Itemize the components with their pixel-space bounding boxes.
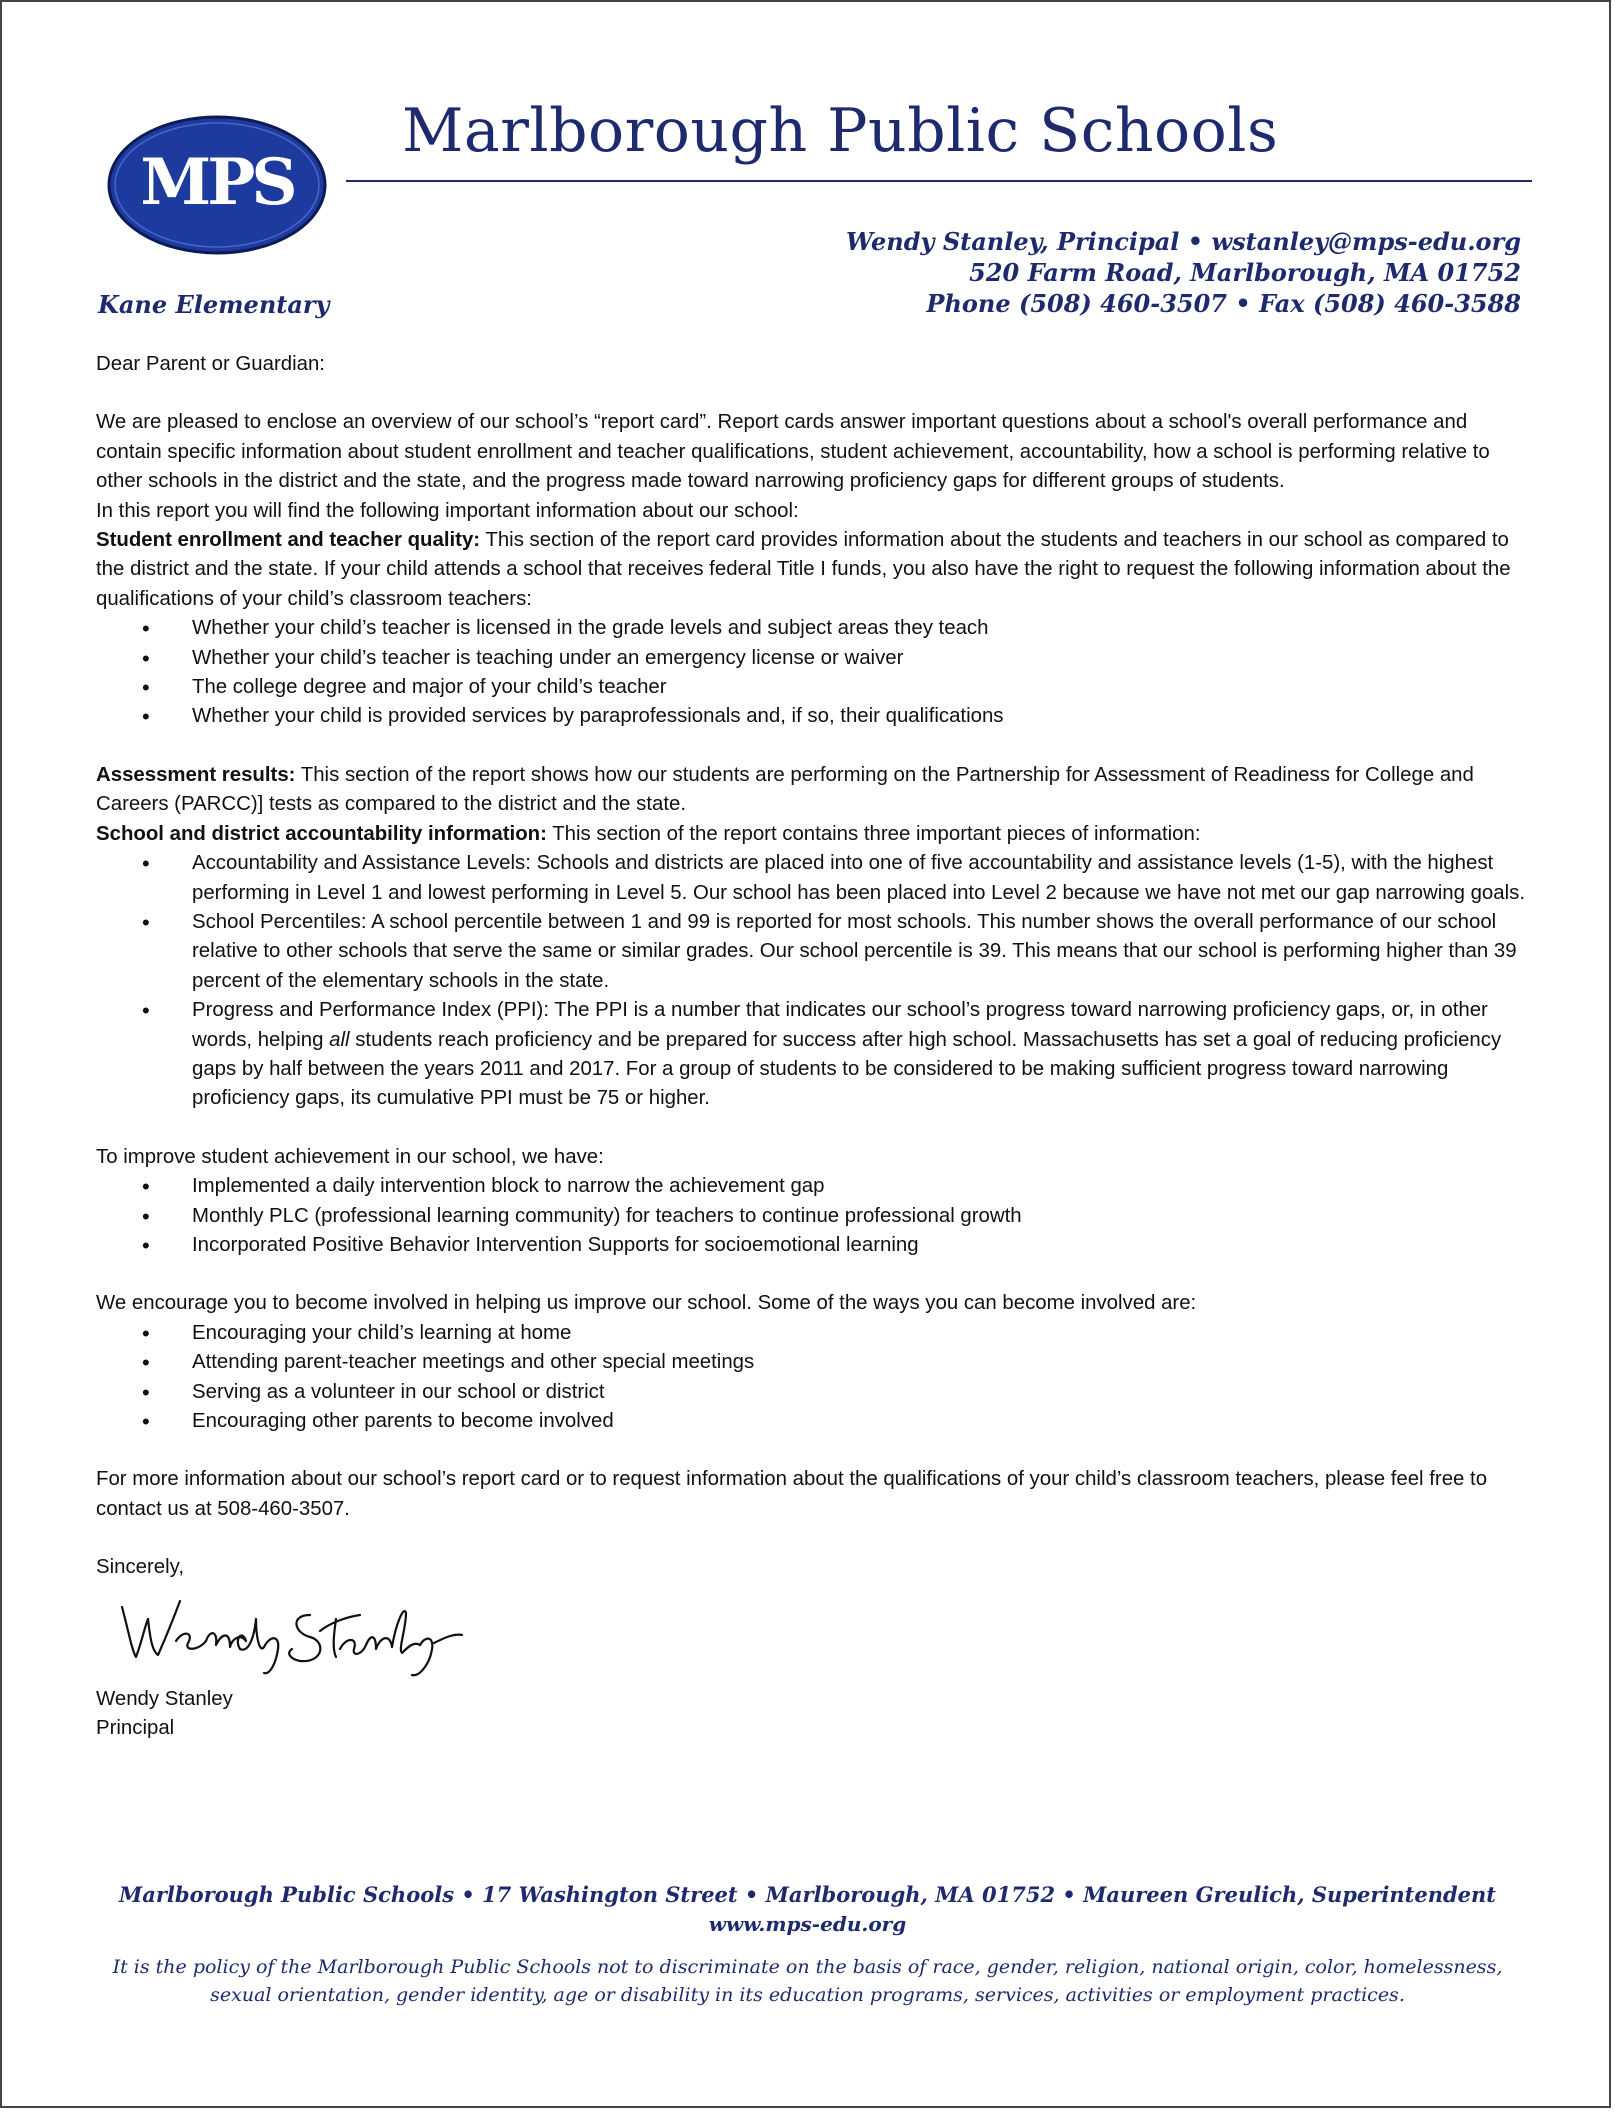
intro-paragraph: We are pleased to enclose an overview of our school’s “report card”. Report cards answer important questions about a school's overall performance and contain specific information about student enrollment and teacher qualifications, student achievement, accountability, how a school is performing relative to other schools in the district and the state, and the progress made toward narrowing proficiency gaps for different groups of students. bbox=[96, 411, 1490, 493]
enrollment-text: This section of the report card provides information about the students and teachers in our school as compared to the district and the state. If your child attends a school that receives federal Title I funds, you also have the right to request the following information about the qualifications of your child’s classroom teachers: bbox=[96, 529, 1511, 610]
list-item: • Implemented a daily intervention block to narrow the achievement gap bbox=[96, 1172, 1528, 1201]
contact-principal-email: Wendy Stanley, Principal • wstanley@mps-edu.org bbox=[846, 227, 1521, 256]
list-item: • Accountability and Assistance Levels: Schools and districts are placed into one of five accountability and assistance levels (1-5), with the highest performing in Level 1 and lowest performing in Level 5. Our school has been placed into Level 2 because we have not met our gap narrowing goals. bbox=[96, 849, 1528, 908]
accountability-list bbox=[96, 849, 1528, 1114]
list-item: • Attending parent-teacher meetings and other special meetings bbox=[96, 1348, 1528, 1377]
mps-logo bbox=[106, 114, 328, 256]
list-item: • Whether your child is provided services by paraprofessionals and, if so, their qualifications bbox=[96, 702, 1528, 731]
footer-district-line: Marlborough Public Schools • 17 Washington Street • Marlborough, MA 01752 • Maureen Greulich, Superintendent bbox=[119, 1882, 1496, 1907]
assessment-section bbox=[96, 761, 1528, 820]
list-item: • Encouraging other parents to become involved bbox=[96, 1407, 1528, 1436]
list-item: • School Percentiles: A school percentile between 1 and 99 is reported for most schools. This number shows the overall performance of our school relative to other schools that serve the same or similar grades. Our school percentile is 39. This means that our school is performing higher than 39 percent of the elementary schools in the state. bbox=[96, 908, 1528, 996]
accountability-section bbox=[96, 820, 1528, 849]
principal-contact bbox=[846, 226, 1521, 319]
list-item: • Whether your child’s teacher is teaching under an emergency license or waiver bbox=[96, 644, 1528, 673]
list-item: • Incorporated Positive Behavior Intervention Supports for socioemotional learning bbox=[96, 1231, 1528, 1260]
improve-intro: To improve student achievement in our school, we have: bbox=[96, 1145, 604, 1168]
list-item: • Progress and Performance Index (PPI): The PPI is a number that indicates our school’s progress toward narrowing proficiency gaps, or, in other words, helping all students reach proficiency and be prepared for success after high school. Massachusetts has set a goal of reducing proficiency gaps by half between the years 2011 and 2017. For a group of students to be considered to be making sufficient progress toward narrowing proficiency gaps, its cumulative PPI must be 75 or higher. bbox=[96, 996, 1528, 1114]
svg-text:MPS: MPS bbox=[140, 145, 294, 220]
intro-lead: In this report you will find the following important information about our school: bbox=[96, 499, 799, 522]
emphasis-all: all bbox=[329, 1028, 350, 1051]
enrollment-section bbox=[96, 526, 1528, 614]
valediction: Sincerely, bbox=[96, 1556, 185, 1579]
enrollment-heading: Student enrollment and teacher quality: bbox=[96, 529, 481, 552]
assessment-text: This section of the report shows how our students are performing on the Partnership for Assessment of Readiness for College and Careers (PARCC)] tests as compared to the district and the state. bbox=[96, 763, 1474, 816]
handwritten-signature bbox=[114, 1589, 474, 1685]
teacher-qualification-list bbox=[96, 614, 1528, 732]
assessment-heading: Assessment results: bbox=[96, 763, 296, 786]
signer-title: Principal bbox=[96, 1717, 175, 1740]
accountability-heading: School and district accountability information: bbox=[96, 822, 547, 845]
nondiscrimination-policy: It is the policy of the Marlborough Public Schools not to discriminate on the basis of race, gender, religion, national origin, color, homelessness, sexual orientation, gender identity, age or disability in its education programs, services, activities or employment practices. bbox=[112, 1956, 1503, 2006]
list-item: • Whether your child’s teacher is licensed in the grade levels and subject areas they teach bbox=[96, 614, 1528, 643]
footer-website: www.mps-edu.org bbox=[708, 1912, 907, 1936]
list-item: • Encouraging your child’s learning at home bbox=[96, 1319, 1528, 1348]
letter-body bbox=[96, 350, 1528, 1743]
involvement-list bbox=[96, 1319, 1528, 1437]
salutation: Dear Parent or Guardian: bbox=[96, 353, 325, 375]
contact-phone-fax: Phone (508) 460-3507 • Fax (508) 460-3588 bbox=[926, 289, 1521, 318]
contact-info-paragraph: For more information about our school’s report card or to request information about the qualifications of your child’s classroom teachers, please feel free to contact us at 508-460-3507. bbox=[96, 1468, 1488, 1520]
list-item: • Monthly PLC (professional learning community) for teachers to continue professional growth bbox=[96, 1202, 1528, 1231]
org-name: Marlborough Public Schools bbox=[402, 96, 1279, 166]
accountability-text: This section of the report contains three important pieces of information: bbox=[546, 822, 1201, 845]
school-name: Kane Elementary bbox=[98, 290, 330, 319]
contact-address: 520 Farm Road, Marlborough, MA 01752 bbox=[969, 258, 1521, 287]
list-item: • Serving as a volunteer in our school or district bbox=[96, 1378, 1528, 1407]
involve-intro: We encourage you to become involved in helping us improve our school. Some of the ways you can become involved are: bbox=[96, 1292, 1197, 1315]
list-item: • The college degree and major of your child’s teacher bbox=[96, 673, 1528, 702]
improvement-list bbox=[96, 1172, 1528, 1260]
header-divider bbox=[346, 180, 1532, 182]
signer-name: Wendy Stanley bbox=[96, 1687, 233, 1710]
